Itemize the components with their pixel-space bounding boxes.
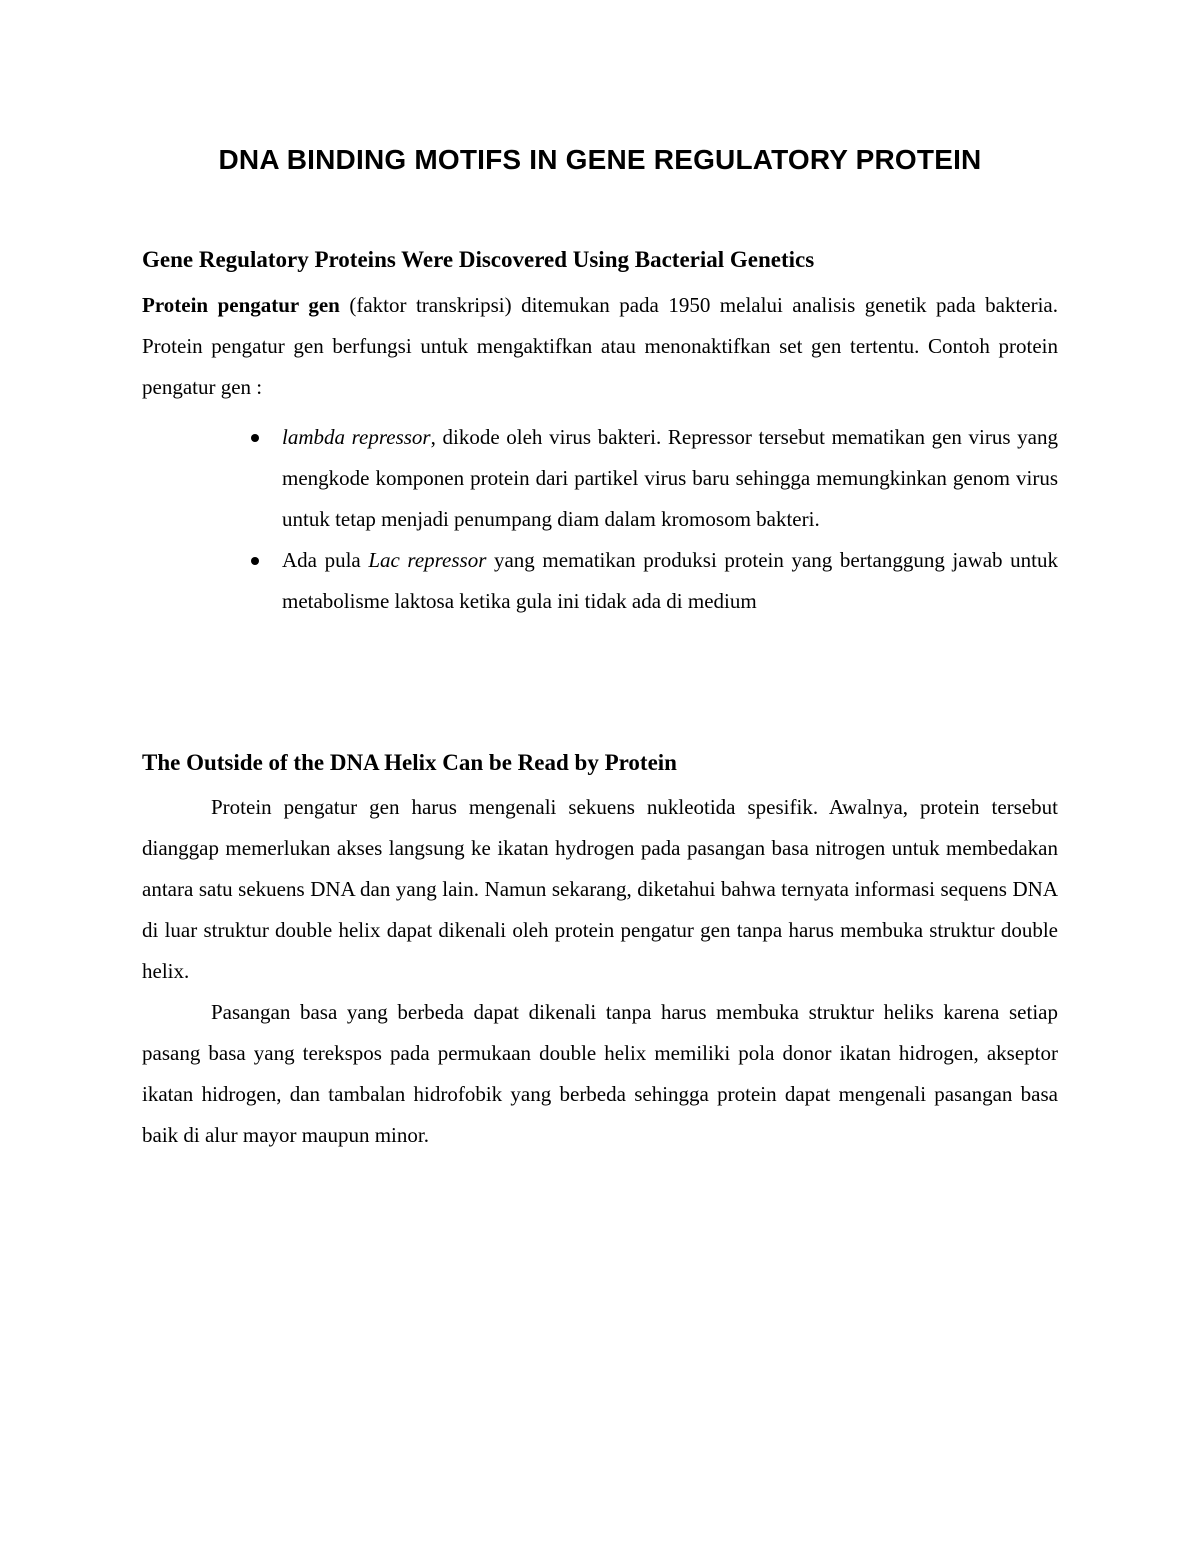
intro-paragraph <box>142 285 1058 408</box>
section-heading-gene-regulatory: Gene Regulatory Proteins Were Discovered Using Bacterial Genetics <box>142 247 815 272</box>
bullet-dot-icon <box>251 557 259 565</box>
document-title: DNA BINDING MOTIFS IN GENE REGULATORY PROTEIN <box>218 144 982 175</box>
bullet-text-lambda: , dikode oleh virus bakteri. Repressor tersebut mematikan gen virus yang mengkode komponen protein dari partikel virus baru sehingga memungkinkan genom virus untuk tetap menjadi penumpang diam dalam kromosom bakteri. <box>282 425 1058 531</box>
helix-paragraph-1: Protein pengatur gen harus mengenali sekuens nukleotida spesifik. Awalnya, protein tersebut dianggap memerlukan akses langsung ke ikatan hydrogen pada pasangan basa nitrogen untuk membedakan antara satu sekuens DNA dan yang lain. Namun sekarang, diketahui bahwa ternyata informasi sequens DNA di luar struktur double helix dapat dikenali oleh protein pengatur gen tanpa harus membuka struktur double helix. <box>142 795 1058 983</box>
bullet-item-lac <box>282 540 1058 622</box>
bullet-list <box>282 417 1058 622</box>
intro-text: (faktor transkripsi) ditemukan pada 1950 melalui analisis genetik pada bakteria. Protein pengatur gen berfungsi untuk mengaktifkan atau menonaktifkan set gen tertentu. Contoh protein pengatur gen : <box>142 293 1059 399</box>
lambda-repressor-term: lambda repressor <box>282 425 431 449</box>
bullet-text-lac: yang mematikan produksi protein yang bertanggung jawab untuk metabolisme laktosa ketika gula ini tidak ada di medium <box>282 548 1058 613</box>
bullet-dot-icon <box>251 434 259 442</box>
bullet-item-lambda <box>282 417 1058 540</box>
section-heading-dna-helix: The Outside of the DNA Helix Can be Read by Protein <box>142 750 677 775</box>
intro-bold-term: Protein pengatur gen <box>142 293 340 317</box>
lac-repressor-term: Lac repressor <box>368 548 487 572</box>
helix-paragraph-2: Pasangan basa yang berbeda dapat dikenali tanpa harus membuka struktur heliks karena setiap pasang basa yang terekspos pada permukaan double helix memiliki pola donor ikatan hidrogen, akseptor ikatan hidrogen, dan tambalan hidrofobik yang berbeda sehingga protein dapat mengenali pasangan basa baik di alur mayor maupun minor. <box>142 1000 1058 1147</box>
bullet-pre-text-lac: Ada pula <box>282 548 369 572</box>
